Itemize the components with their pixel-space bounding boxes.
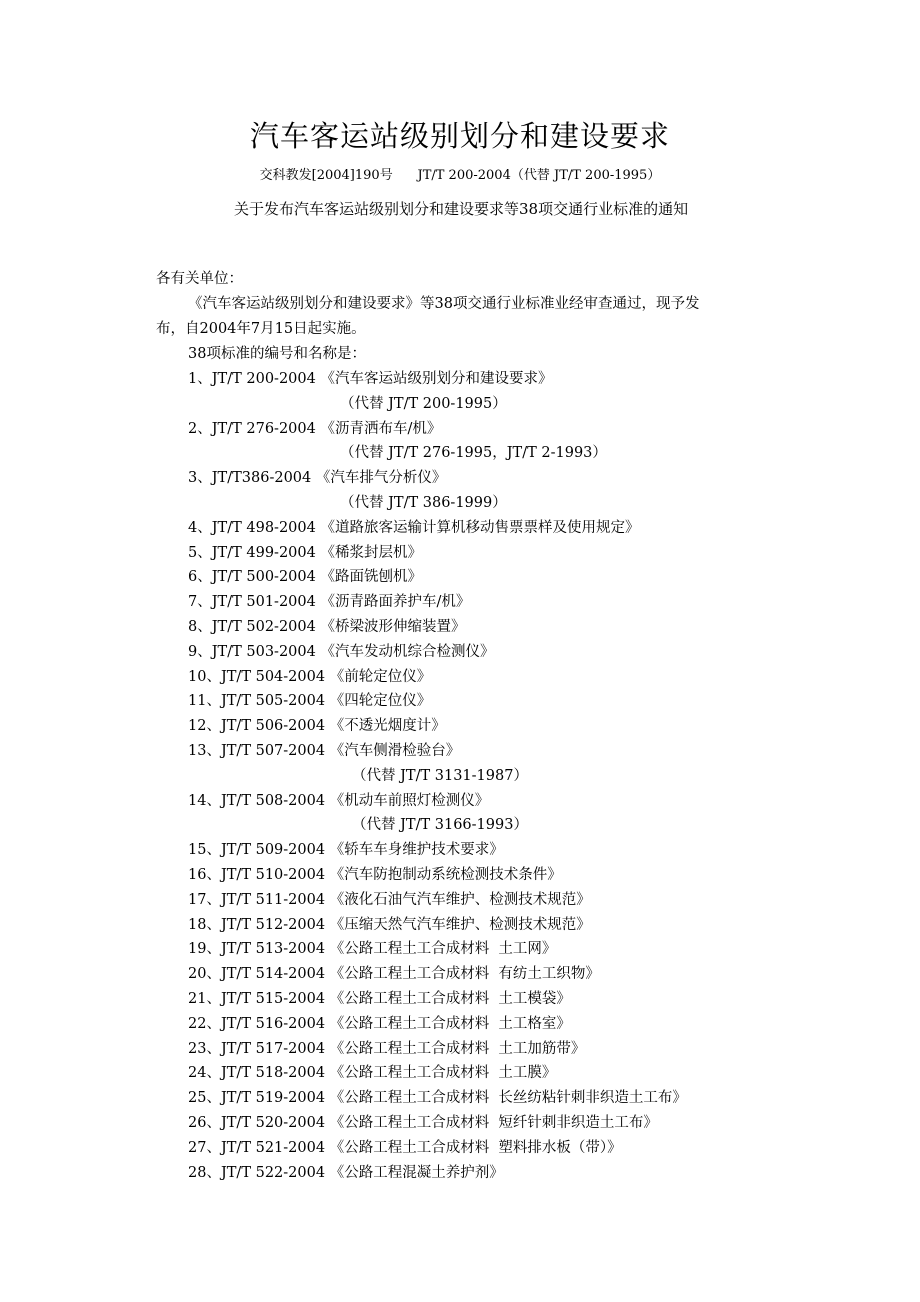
standard-code: JT/T 518-2004 <box>220 1065 330 1082</box>
standard-title: 《公路工程土工合成材料 土工模袋》 <box>329 990 571 1007</box>
standard-number: 3、 <box>188 470 212 487</box>
standard-item <box>0 418 920 443</box>
standard-code: JT/T 517-2004 <box>220 1040 330 1057</box>
standard-code: JT/T 520-2004 <box>220 1114 330 1131</box>
standard-number: 22、 <box>188 1015 221 1032</box>
standard-item <box>0 839 920 864</box>
standard-item <box>0 963 920 988</box>
standard-title: 《公路工程土工合成材料 塑料排水板（带）》 <box>329 1139 622 1156</box>
standard-number: 14、 <box>188 792 221 809</box>
standard-title: 《不透光烟度计》 <box>329 718 446 735</box>
standard-replaces-note <box>0 492 920 517</box>
standard-item <box>0 566 920 591</box>
standard-title: 《桥梁波形伸缩装置》 <box>320 618 466 635</box>
standard-code: JT/T 522-2004 <box>220 1164 330 1181</box>
standard-number: 21、 <box>188 990 221 1007</box>
standard-item <box>0 790 920 815</box>
standard-title: 《液化石油气汽车维护、检测技术规范》 <box>329 891 591 908</box>
standard-title: 《道路旅客运输计算机移动售票票样及使用规定》 <box>320 519 640 536</box>
standard-number: 5、 <box>188 544 212 561</box>
standard-number: 27、 <box>188 1139 221 1156</box>
standard-item <box>0 914 920 939</box>
standard-code: JT/T 506-2004 <box>220 718 330 735</box>
standard-title: 《公路工程土工合成材料 土工膜》 <box>329 1065 557 1082</box>
standard-code: JT/T 507-2004 <box>220 742 330 759</box>
replaces-text: （代替 JT/T 276-1995，JT/T 2-1993） <box>340 445 607 462</box>
standard-code: JT/T 512-2004 <box>220 916 330 933</box>
standard-code: JT/T 516-2004 <box>220 1015 330 1032</box>
standard-code: JT/T 504-2004 <box>220 668 330 685</box>
standard-item <box>0 1087 920 1112</box>
standard-code: JT/T 511-2004 <box>220 891 330 908</box>
standard-number: 24、 <box>188 1065 221 1082</box>
standard-number: 19、 <box>188 941 221 958</box>
standard-item <box>0 467 920 492</box>
standard-item <box>0 591 920 616</box>
standard-number: 17、 <box>188 891 221 908</box>
standard-item <box>0 864 920 889</box>
standard-item <box>0 1112 920 1137</box>
standard-number: 28、 <box>188 1164 221 1181</box>
standard-item <box>0 988 920 1013</box>
standard-number: 25、 <box>188 1090 221 1107</box>
standard-replaces-note <box>0 442 920 467</box>
standard-replaces-note <box>0 765 920 790</box>
standard-code: JT/T 510-2004 <box>220 866 330 883</box>
standard-title: 《公路工程土工合成材料 长丝纺粘针刺非织造土工布》 <box>329 1090 687 1107</box>
standards-list <box>0 368 920 1186</box>
standard-title: 《汽车防抱制动系统检测技术条件》 <box>329 866 562 883</box>
standard-title: 《汽车发动机综合检测仪》 <box>320 643 495 660</box>
standard-number: 9、 <box>188 643 212 660</box>
document-reference: 交科教发[2004]190号 JT/T 200-2004（代替 JT/T 200-1995） <box>259 168 661 183</box>
standard-number: 16、 <box>188 866 221 883</box>
standard-number: 2、 <box>188 420 212 437</box>
replaces-text: （代替 JT/T 386-1999） <box>340 494 507 511</box>
standard-title: 《沥青洒布车/机》 <box>320 420 442 437</box>
standard-title: 《公路工程土工合成材料 土工网》 <box>329 941 557 958</box>
standard-number: 13、 <box>188 742 221 759</box>
standard-title: 《汽车排气分析仪》 <box>315 470 447 487</box>
standard-code: JT/T 521-2004 <box>220 1139 330 1156</box>
standard-item <box>0 1038 920 1063</box>
standard-title: 《路面铣刨机》 <box>320 569 422 586</box>
standard-code: JT/T 498-2004 <box>211 519 321 536</box>
standard-number: 4、 <box>188 519 212 536</box>
standard-number: 23、 <box>188 1040 221 1057</box>
standard-code: JT/T 513-2004 <box>220 941 330 958</box>
replaces-text: （代替 JT/T 200-1995） <box>340 395 507 412</box>
standard-code: JT/T 502-2004 <box>211 618 321 635</box>
standard-title: 《机动车前照灯检测仪》 <box>329 792 490 809</box>
standard-title: 《轿车车身维护技术要求》 <box>329 842 504 859</box>
standard-title: 《公路工程土工合成材料 土工加筋带》 <box>329 1040 586 1057</box>
standard-title: 《公路工程土工合成材料 短纤针刺非织造土工布》 <box>329 1114 658 1131</box>
standard-code: JT/T 503-2004 <box>211 643 321 660</box>
standard-number: 18、 <box>188 916 221 933</box>
standard-code: JT/T 508-2004 <box>220 792 330 809</box>
standard-code: JT/T 499-2004 <box>211 544 321 561</box>
standard-code: JT/T 505-2004 <box>220 693 330 710</box>
standard-item <box>0 368 920 393</box>
standard-item <box>0 690 920 715</box>
standard-code: JT/T 500-2004 <box>211 569 321 586</box>
standard-title: 《汽车客运站级别划分和建设要求》 <box>320 371 553 387</box>
standard-code: JT/T 200-2004 <box>211 371 321 387</box>
salutation: 各有关单位： <box>156 271 243 287</box>
replaces-text: （代替 JT/T 3166-1993） <box>352 817 528 834</box>
standards-list-intro: 38项标准的编号和名称是： <box>188 346 366 362</box>
standard-item <box>0 517 920 542</box>
standard-replaces-note <box>0 393 920 418</box>
standard-item <box>0 1062 920 1087</box>
standard-title: 《汽车侧滑检验台》 <box>329 742 461 759</box>
intro-paragraph-line-1: 《汽车客运站级别划分和建设要求》等38项交通行业标准业经审查通过，现予发 <box>188 296 700 312</box>
standard-number: 6、 <box>188 569 212 586</box>
replaces-text: （代替 JT/T 3131-1987） <box>352 767 528 784</box>
standard-title: 《公路工程土工合成材料 土工格室》 <box>329 1015 571 1032</box>
standard-item <box>0 889 920 914</box>
standard-item <box>0 1162 920 1187</box>
standard-item <box>0 616 920 641</box>
standard-code: JT/T 519-2004 <box>220 1090 330 1107</box>
intro-paragraph-line-2: 布，自2004年7月15日起实施。 <box>156 321 366 337</box>
standard-item <box>0 1013 920 1038</box>
standard-title: 《四轮定位仪》 <box>329 693 432 710</box>
standard-item <box>0 542 920 567</box>
standard-number: 15、 <box>188 842 221 859</box>
standard-number: 12、 <box>188 718 221 735</box>
standard-replaces-note <box>0 814 920 839</box>
standard-title: 《稀浆封层机》 <box>320 544 422 561</box>
standard-item <box>0 666 920 691</box>
standard-title: 《前轮定位仪》 <box>329 668 432 685</box>
standard-title: 《压缩天然气汽车维护、检测技术规范》 <box>329 916 591 933</box>
standard-item <box>0 740 920 765</box>
standard-title: 《公路工程混凝土养护剂》 <box>329 1164 504 1181</box>
standard-item <box>0 715 920 740</box>
standard-number: 1、 <box>188 371 212 387</box>
standard-title: 《沥青路面养护车/机》 <box>320 594 471 611</box>
standard-code: JT/T 509-2004 <box>220 842 330 859</box>
standard-code: JT/T 501-2004 <box>211 594 321 611</box>
standard-number: 10、 <box>188 668 221 685</box>
standard-code: JT/T 514-2004 <box>220 966 330 983</box>
standard-number: 8、 <box>188 618 212 635</box>
standard-code: JT/T386-2004 <box>211 470 316 487</box>
standard-code: JT/T 515-2004 <box>220 990 330 1007</box>
document-subtitle: 关于发布汽车客运站级别划分和建设要求等38项交通行业标准的通知 <box>234 200 689 218</box>
standard-code: JT/T 276-2004 <box>211 420 321 437</box>
standard-number: 20、 <box>188 966 221 983</box>
standard-number: 11、 <box>188 693 221 710</box>
standard-item <box>0 938 920 963</box>
standard-item <box>0 1137 920 1162</box>
standard-item <box>0 641 920 666</box>
standard-number: 7、 <box>188 594 212 611</box>
standard-number: 26、 <box>188 1114 221 1131</box>
standard-title: 《公路工程土工合成材料 有纺土工织物》 <box>329 966 600 983</box>
document-title: 汽车客运站级别划分和建设要求 <box>249 119 670 153</box>
